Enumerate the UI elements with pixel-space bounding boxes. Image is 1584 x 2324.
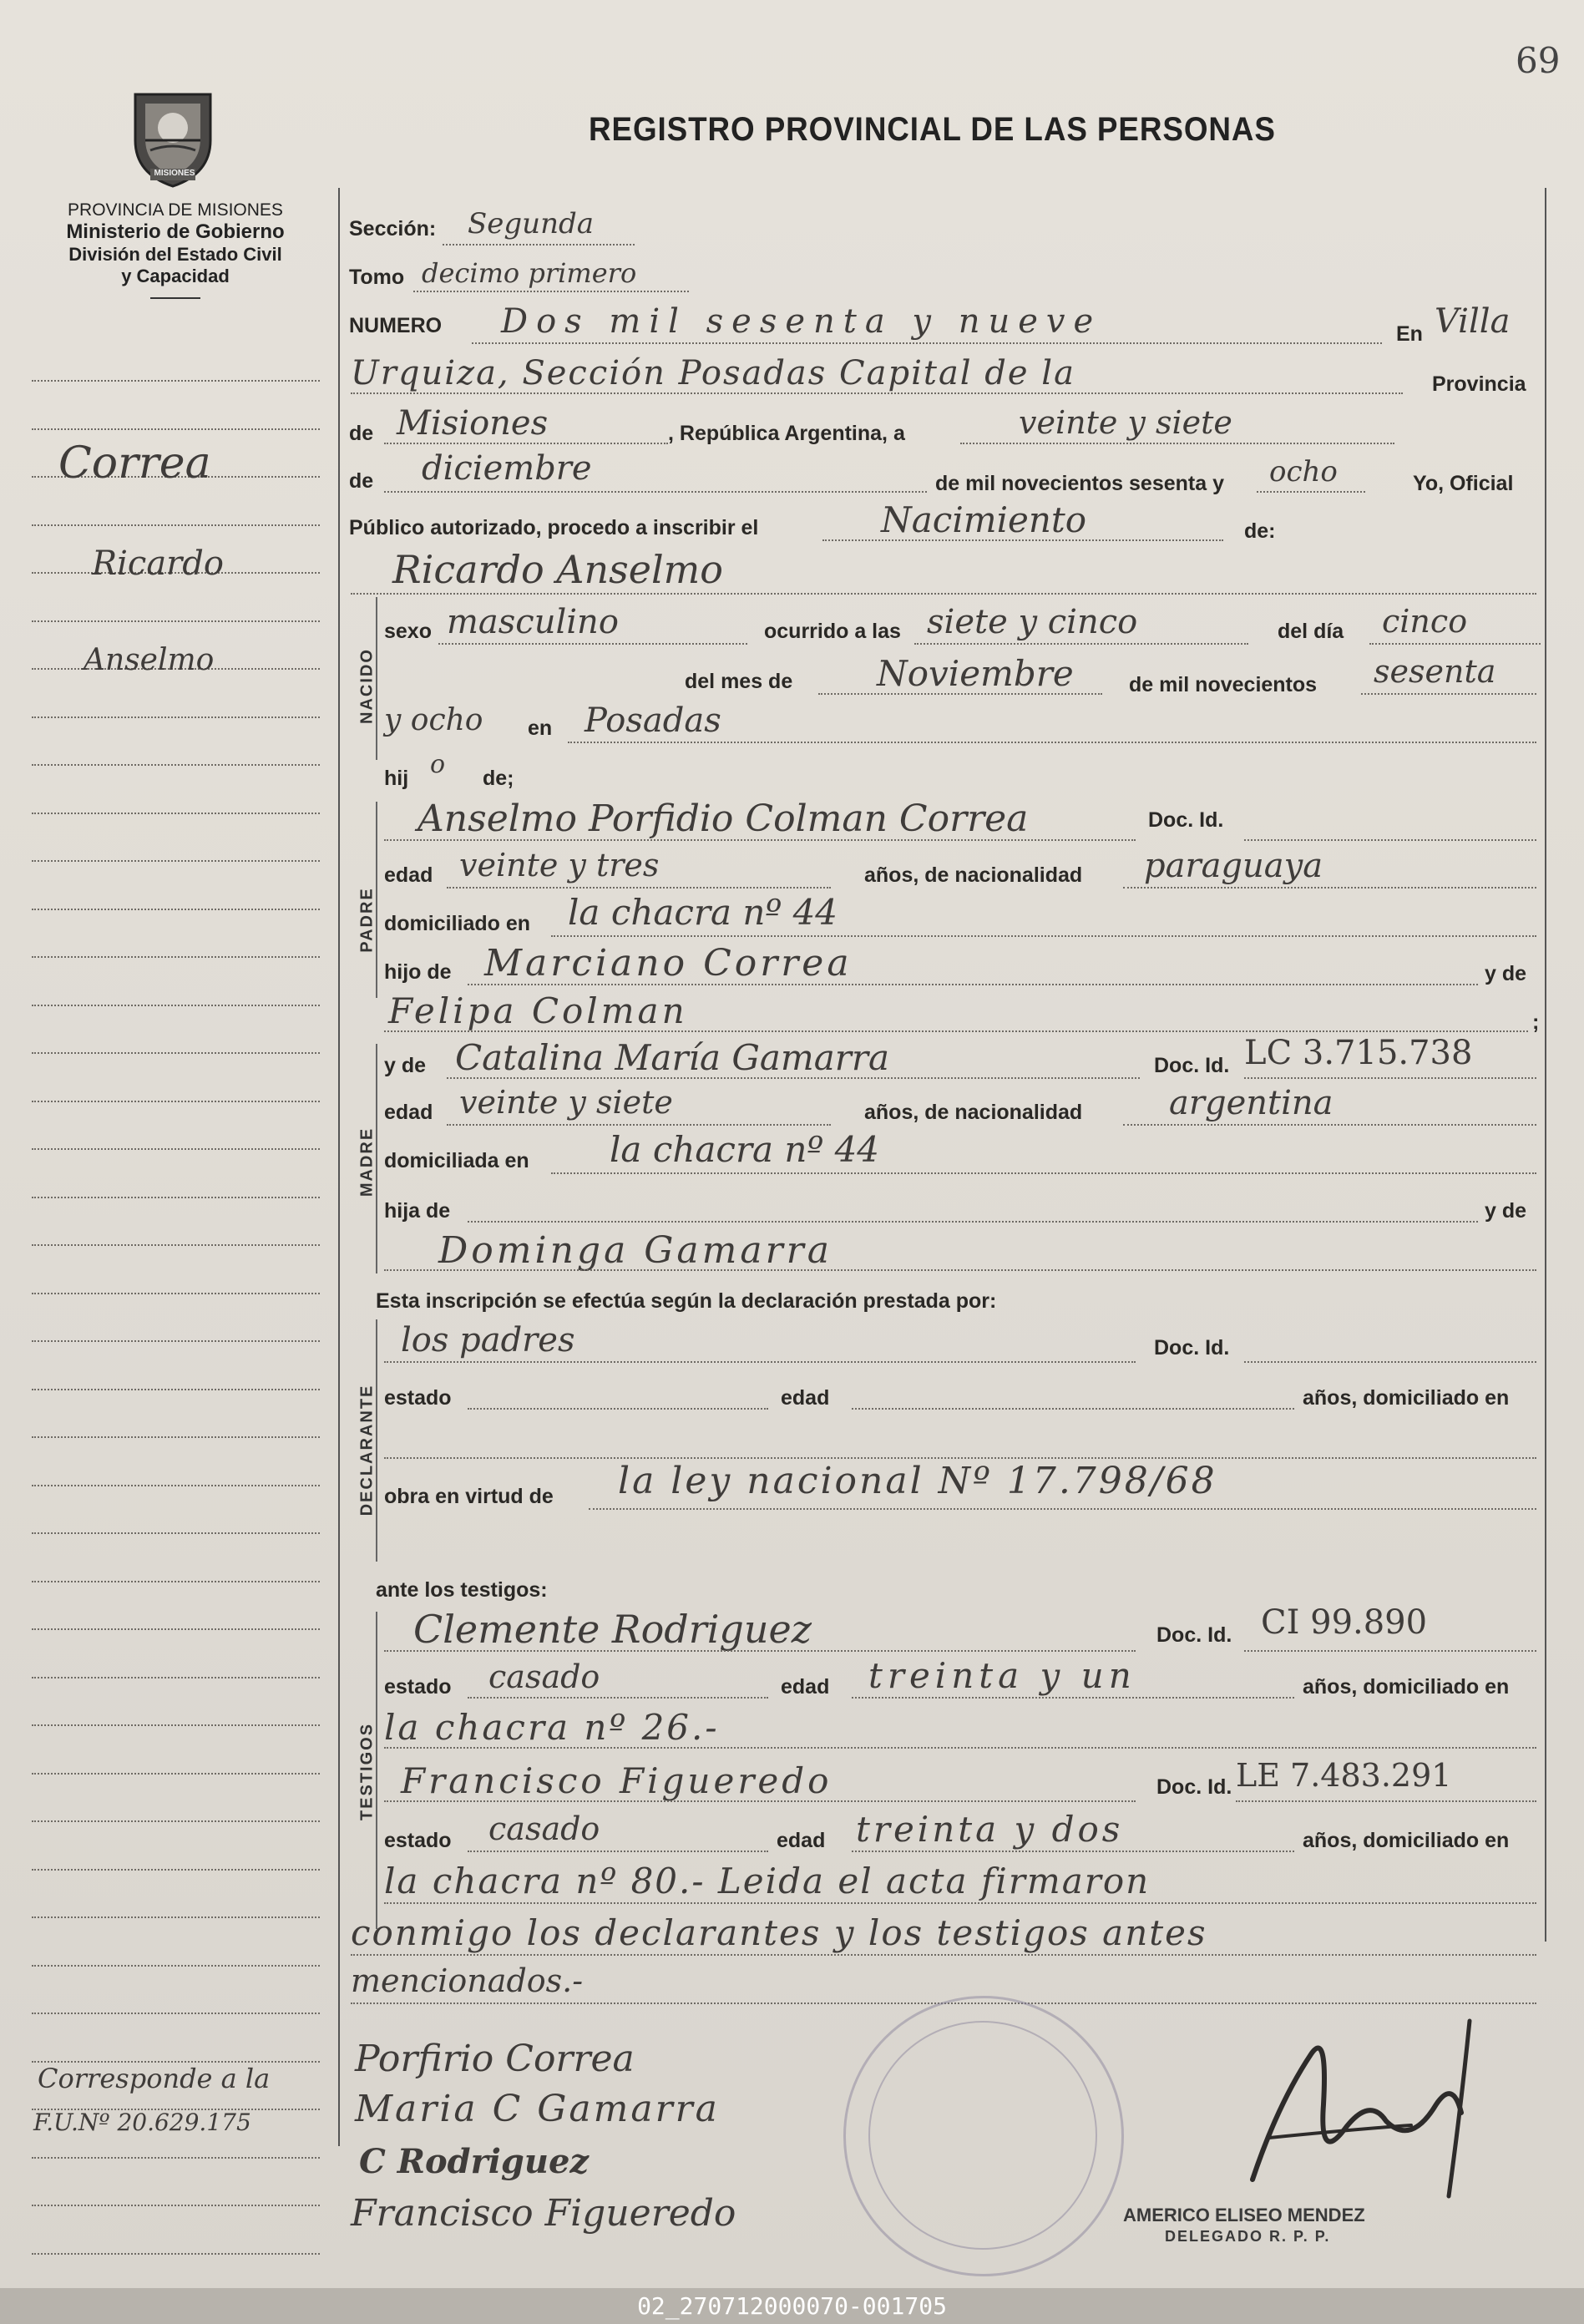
label-declarante-anos-dom: años, domiciliado en xyxy=(1303,1386,1510,1410)
margin-ruled-line xyxy=(32,1581,320,1582)
signature-1: Porfirio Correa xyxy=(355,2038,635,2080)
dots-padre-nombre xyxy=(384,839,1136,841)
left-frame-line xyxy=(338,188,340,2146)
margin-ruled-line xyxy=(32,1869,320,1871)
label-hij: hij xyxy=(384,767,409,790)
label-madre-dom: domiciliada en xyxy=(384,1149,529,1172)
dots-padre-hijo-de xyxy=(468,984,1478,985)
ministry-line-1: PROVINCIA DE MISIONES xyxy=(68,200,283,220)
label-declarante-estado: estado xyxy=(384,1386,452,1410)
value-en: Villa xyxy=(1435,302,1511,341)
margin-ruled-line xyxy=(32,2205,320,2206)
label-semicolon: ; xyxy=(1532,1010,1540,1034)
value-hora: siete y cinco xyxy=(927,603,1138,641)
label-del-mes: del mes de xyxy=(685,670,793,693)
dots-madre-edad xyxy=(447,1124,831,1126)
value-lugar-nac: Posadas xyxy=(585,701,721,740)
value-seccion: Segunda xyxy=(468,207,595,241)
label-padre-nac: años, de nacionalidad xyxy=(864,863,1083,887)
value-testigo1: Clemente Rodriguez xyxy=(413,1607,812,1652)
ministry-line-4: y Capacidad xyxy=(121,266,230,286)
label-de-mil: de mil novecientos sesenta y xyxy=(935,472,1224,495)
value-testigo2-edad: treinta y dos xyxy=(856,1809,1124,1850)
dots-mes xyxy=(818,693,1102,695)
margin-ruled-line xyxy=(32,428,320,430)
label-de-provincia: de xyxy=(349,422,374,445)
dots-sexo xyxy=(438,643,747,645)
value-testigo2-estado: casado xyxy=(488,1810,600,1847)
label-seccion: Sección: xyxy=(349,217,437,241)
footer-id-bar xyxy=(0,2288,1584,2324)
dots-madre-nac xyxy=(1123,1124,1536,1126)
label-obra: obra en virtud de xyxy=(384,1485,554,1508)
value-padre-dom: la chacra nº 44 xyxy=(568,892,838,933)
official-name: AMERICO ELISEO MENDEZ xyxy=(1123,2205,1365,2225)
margin-ruled-line xyxy=(32,1724,320,1726)
margin-name-2: Anselmo xyxy=(84,643,215,677)
value-numero: Dos mil sesenta y nueve xyxy=(501,302,1102,341)
dots-seccion xyxy=(443,244,635,246)
margin-ruled-line xyxy=(32,1677,320,1678)
label-madre-y-de2: y de xyxy=(1485,1199,1527,1223)
label-republica: , República Argentina, a xyxy=(668,422,905,445)
label-provincia: Provincia xyxy=(1432,372,1526,396)
dots-tomo xyxy=(413,291,689,292)
value-declarante: los padres xyxy=(401,1321,575,1359)
margin-note-line-1: Corresponde a la xyxy=(38,2063,271,2094)
value-padre-edad: veinte y tres xyxy=(459,847,660,884)
label-madre-hija-de: hija de xyxy=(384,1199,451,1223)
value-lugar: Urquiza, Sección Posadas Capital de la xyxy=(351,354,1075,392)
value-testigo2: Francisco Figueredo xyxy=(401,1760,832,1801)
section-label-nacido: NACIDO xyxy=(357,648,377,724)
dots-padre-nac xyxy=(1123,887,1536,889)
dots-testigo2-dom xyxy=(384,1902,1536,1904)
value-madre-edad: veinte y siete xyxy=(459,1084,673,1121)
dots-anio xyxy=(1361,693,1536,695)
value-madre-nac: argentina xyxy=(1169,1084,1333,1122)
label-madre-y-de: y de xyxy=(384,1054,427,1077)
dots-acto xyxy=(822,539,1223,541)
margin-ruled-line xyxy=(32,1293,320,1294)
dots-obra xyxy=(589,1508,1536,1510)
dots-testigo1-edad xyxy=(852,1697,1294,1699)
dots-testigo2-doc xyxy=(1236,1800,1536,1802)
signature-2: Maria C Gamarra xyxy=(355,2088,720,2130)
value-padre-y-de: Felipa Colman xyxy=(388,990,688,1031)
margin-ruled-line xyxy=(32,1389,320,1390)
label-testigo2-edad: edad xyxy=(777,1829,826,1852)
dots-declarante-doc xyxy=(1244,1361,1536,1363)
label-esta-inscripcion: Esta inscripción se efectúa según la declaración prestada por: xyxy=(376,1289,997,1313)
dots-dia xyxy=(1369,643,1541,645)
dots-nombre xyxy=(351,593,1536,595)
label-en-lugar: en xyxy=(528,716,553,740)
dots-madre-nombre xyxy=(447,1077,1140,1079)
dots-testigo1-doc xyxy=(1244,1650,1536,1652)
value-sexo: masculino xyxy=(447,603,619,641)
margin-ruled-line xyxy=(32,1197,320,1198)
value-madre-doc: LC 3.715.738 xyxy=(1244,1034,1473,1072)
margin-ruled-line xyxy=(32,380,320,382)
value-hij-suffix: o xyxy=(430,750,446,779)
margin-ruled-line xyxy=(32,1773,320,1775)
label-testigo2-estado: estado xyxy=(384,1829,452,1852)
value-testigo1-estado: casado xyxy=(488,1658,600,1695)
margin-ruled-line xyxy=(32,1101,320,1102)
margin-ruled-line xyxy=(32,1052,320,1054)
provincial-emblem xyxy=(119,82,227,190)
dots-testigo2-estado xyxy=(468,1851,768,1852)
value-madre-hija-de: Dominga Gamarra xyxy=(438,1229,832,1272)
label-testigo2-anos-dom: años, domiciliado en xyxy=(1303,1829,1510,1852)
margin-surname: Correa xyxy=(58,438,211,489)
dots-lugar-nac xyxy=(568,742,1536,743)
label-madre-nac: años, de nacionalidad xyxy=(864,1101,1083,1124)
signature-3: C Rodriguez xyxy=(359,2142,590,2181)
margin-ruled-line xyxy=(32,2253,320,2255)
official-seal-inner-ring xyxy=(868,2021,1097,2250)
section-label-testigos: TESTIGOS xyxy=(357,1722,377,1821)
value-testigo2-doc: LE 7.483.291 xyxy=(1236,1757,1452,1794)
label-declarante-doc: Doc. Id. xyxy=(1154,1336,1230,1359)
margin-ruled-line xyxy=(32,1965,320,1967)
dots-madre-line2 xyxy=(384,1269,1536,1271)
value-padre-nombre: Anselmo Porfidio Colman Correa xyxy=(418,797,1029,840)
margin-ruled-line xyxy=(32,1436,320,1438)
dots-cierre-1 xyxy=(351,1954,1536,1956)
label-madre-doc: Doc. Id. xyxy=(1154,1054,1230,1077)
margin-ruled-line xyxy=(32,1820,320,1822)
dots-madre-dom xyxy=(551,1172,1536,1174)
dots-testigo1 xyxy=(384,1650,1136,1652)
label-madre-edad: edad xyxy=(384,1101,433,1124)
value-testigo1-dom: la chacra nº 26.- xyxy=(384,1707,720,1748)
margin-ruled-line xyxy=(32,1628,320,1630)
dots-madre-doc xyxy=(1244,1077,1536,1079)
margin-ruled-line xyxy=(32,956,320,958)
margin-ruled-line xyxy=(32,764,320,766)
label-sexo: sexo xyxy=(384,620,432,643)
value-nombre: Ricardo Anselmo xyxy=(392,547,723,592)
label-padre-y-de: y de xyxy=(1485,962,1527,985)
value-dia: cinco xyxy=(1382,603,1468,640)
label-testigo1-doc: Doc. Id. xyxy=(1156,1623,1232,1647)
value-acto: Nacimiento xyxy=(881,499,1087,540)
signature-4: Francisco Figueredo xyxy=(351,2192,736,2235)
label-testigo1-estado: estado xyxy=(384,1675,452,1699)
margin-ruled-line xyxy=(32,1148,320,1150)
margin-ruled-line xyxy=(32,1005,320,1006)
label-padre-edad: edad xyxy=(384,863,433,887)
value-obra: la ley nacional Nº 17.798/68 xyxy=(618,1460,1217,1502)
value-fecha-anio: ocho xyxy=(1269,455,1338,489)
value-anio: sesenta xyxy=(1374,653,1496,690)
footer-id: 02_270712000070-001705 xyxy=(637,2292,947,2320)
value-madre-dom: la chacra nº 44 xyxy=(610,1129,880,1170)
dots-declarante-dom xyxy=(384,1457,1536,1459)
section-label-padre: PADRE xyxy=(357,887,377,953)
right-frame-line xyxy=(1545,188,1546,1942)
label-de-mes: de xyxy=(349,469,374,493)
margin-ruled-line xyxy=(32,716,320,718)
margin-ruled-line xyxy=(32,909,320,910)
value-padre-hijo-de: Marciano Correa xyxy=(484,942,853,985)
value-testigo1-edad: treinta y un xyxy=(868,1655,1136,1696)
value-testigo1-doc: CI 99.890 xyxy=(1261,1603,1428,1642)
value-tomo: decimo primero xyxy=(422,257,637,289)
dots-padre-doc xyxy=(1244,839,1536,841)
document-title: REGISTRO PROVINCIAL DE LAS PERSONAS xyxy=(589,111,1276,148)
label-de-semicolon: de; xyxy=(483,767,514,790)
label-testigo1-edad: edad xyxy=(781,1675,830,1699)
margin-ruled-line xyxy=(32,2157,320,2159)
label-del-dia: del día xyxy=(1278,620,1344,643)
dots-declarante-estado xyxy=(468,1408,768,1410)
dots-provincia xyxy=(384,443,668,444)
label-padre-dom: domiciliado en xyxy=(384,912,531,935)
label-tomo: Tomo xyxy=(349,266,405,289)
ministry-line-2: Ministerio de Gobierno xyxy=(66,220,285,243)
label-publico: Público autorizado, procedo a inscribir el xyxy=(349,516,759,539)
label-padre-hijo-de: hijo de xyxy=(384,960,452,984)
margin-note-line-2: F.U.Nº 20.629.175 xyxy=(33,2109,251,2136)
label-declarante-edad: edad xyxy=(781,1386,830,1410)
value-cierre-1: conmigo los declarantes y los testigos antes xyxy=(351,1912,1207,1953)
margin-ruled-line xyxy=(32,524,320,526)
dots-numero xyxy=(472,342,1382,344)
dots-testigo1-dom xyxy=(384,1747,1536,1749)
margin-ruled-line xyxy=(32,1485,320,1486)
margin-ruled-line xyxy=(32,1340,320,1342)
value-cierre-2: mencionados.- xyxy=(351,1962,584,1999)
label-yo-oficial: Yo, Oficial xyxy=(1413,472,1514,495)
label-ante-testigos: ante los testigos: xyxy=(376,1578,548,1602)
dots-fecha-anio xyxy=(1257,491,1365,493)
dots-declarante xyxy=(384,1361,1136,1363)
margin-ruled-line xyxy=(32,620,320,622)
margin-ruled-line xyxy=(32,2013,320,2014)
value-anio-cont: y ocho xyxy=(384,703,483,737)
value-mes: Noviembre xyxy=(877,653,1074,694)
margin-ruled-line xyxy=(32,813,320,814)
value-testigo2-dom: la chacra nº 80.- Leida el acta firmaron xyxy=(384,1861,1151,1901)
value-fecha-dia: veinte y siete xyxy=(1019,404,1232,441)
dots-hora xyxy=(914,643,1248,645)
margin-ruled-line xyxy=(32,860,320,862)
label-ocurrido: ocurrido a las xyxy=(764,620,901,643)
label-de-mil-nov: de mil novecientos xyxy=(1129,673,1318,696)
official-role: DELEGADO R. P. P. xyxy=(1165,2228,1331,2245)
dots-testigo2 xyxy=(384,1800,1136,1802)
ministry-rule xyxy=(150,297,200,299)
dots-fecha-mes xyxy=(384,491,927,493)
value-provincia: Misiones xyxy=(397,404,549,443)
section-label-madre: MADRE xyxy=(357,1127,377,1197)
section-label-declarante: DECLARANTE xyxy=(357,1384,377,1516)
ministry-header xyxy=(17,200,334,299)
dots-padre-dom xyxy=(551,935,1536,937)
dots-declarante-edad xyxy=(852,1408,1294,1410)
margin-ruled-line xyxy=(32,1244,320,1246)
label-en: En xyxy=(1396,322,1423,346)
dots-padre-y-de xyxy=(384,1030,1528,1032)
emblem-label: MISIONES xyxy=(154,169,195,178)
dots-lugar xyxy=(351,392,1403,394)
label-de-colon: de: xyxy=(1244,519,1276,543)
margin-name-1: Ricardo xyxy=(92,544,224,583)
ministry-line-3: División del Estado Civil xyxy=(68,244,282,265)
label-testigo2-doc: Doc. Id. xyxy=(1156,1775,1232,1799)
dots-testigo1-estado xyxy=(468,1697,768,1699)
dots-fecha-dia xyxy=(960,443,1394,444)
page-number: 69 xyxy=(1516,40,1561,81)
margin-ruled-line xyxy=(32,1532,320,1534)
value-padre-nac: paraguaya xyxy=(1144,847,1323,885)
margin-ruled-line xyxy=(32,1916,320,1918)
official-signature xyxy=(1219,2004,1486,2205)
dots-padre-edad xyxy=(447,887,831,889)
label-padre-doc: Doc. Id. xyxy=(1148,808,1224,832)
label-numero: NUMERO xyxy=(349,314,443,337)
label-testigo1-anos-dom: años, domiciliado en xyxy=(1303,1675,1510,1699)
value-madre-nombre: Catalina María Gamarra xyxy=(455,1037,889,1078)
dots-testigo2-edad xyxy=(852,1851,1294,1852)
dots-madre-hija-de xyxy=(468,1221,1478,1223)
value-fecha-mes: diciembre xyxy=(422,449,592,488)
